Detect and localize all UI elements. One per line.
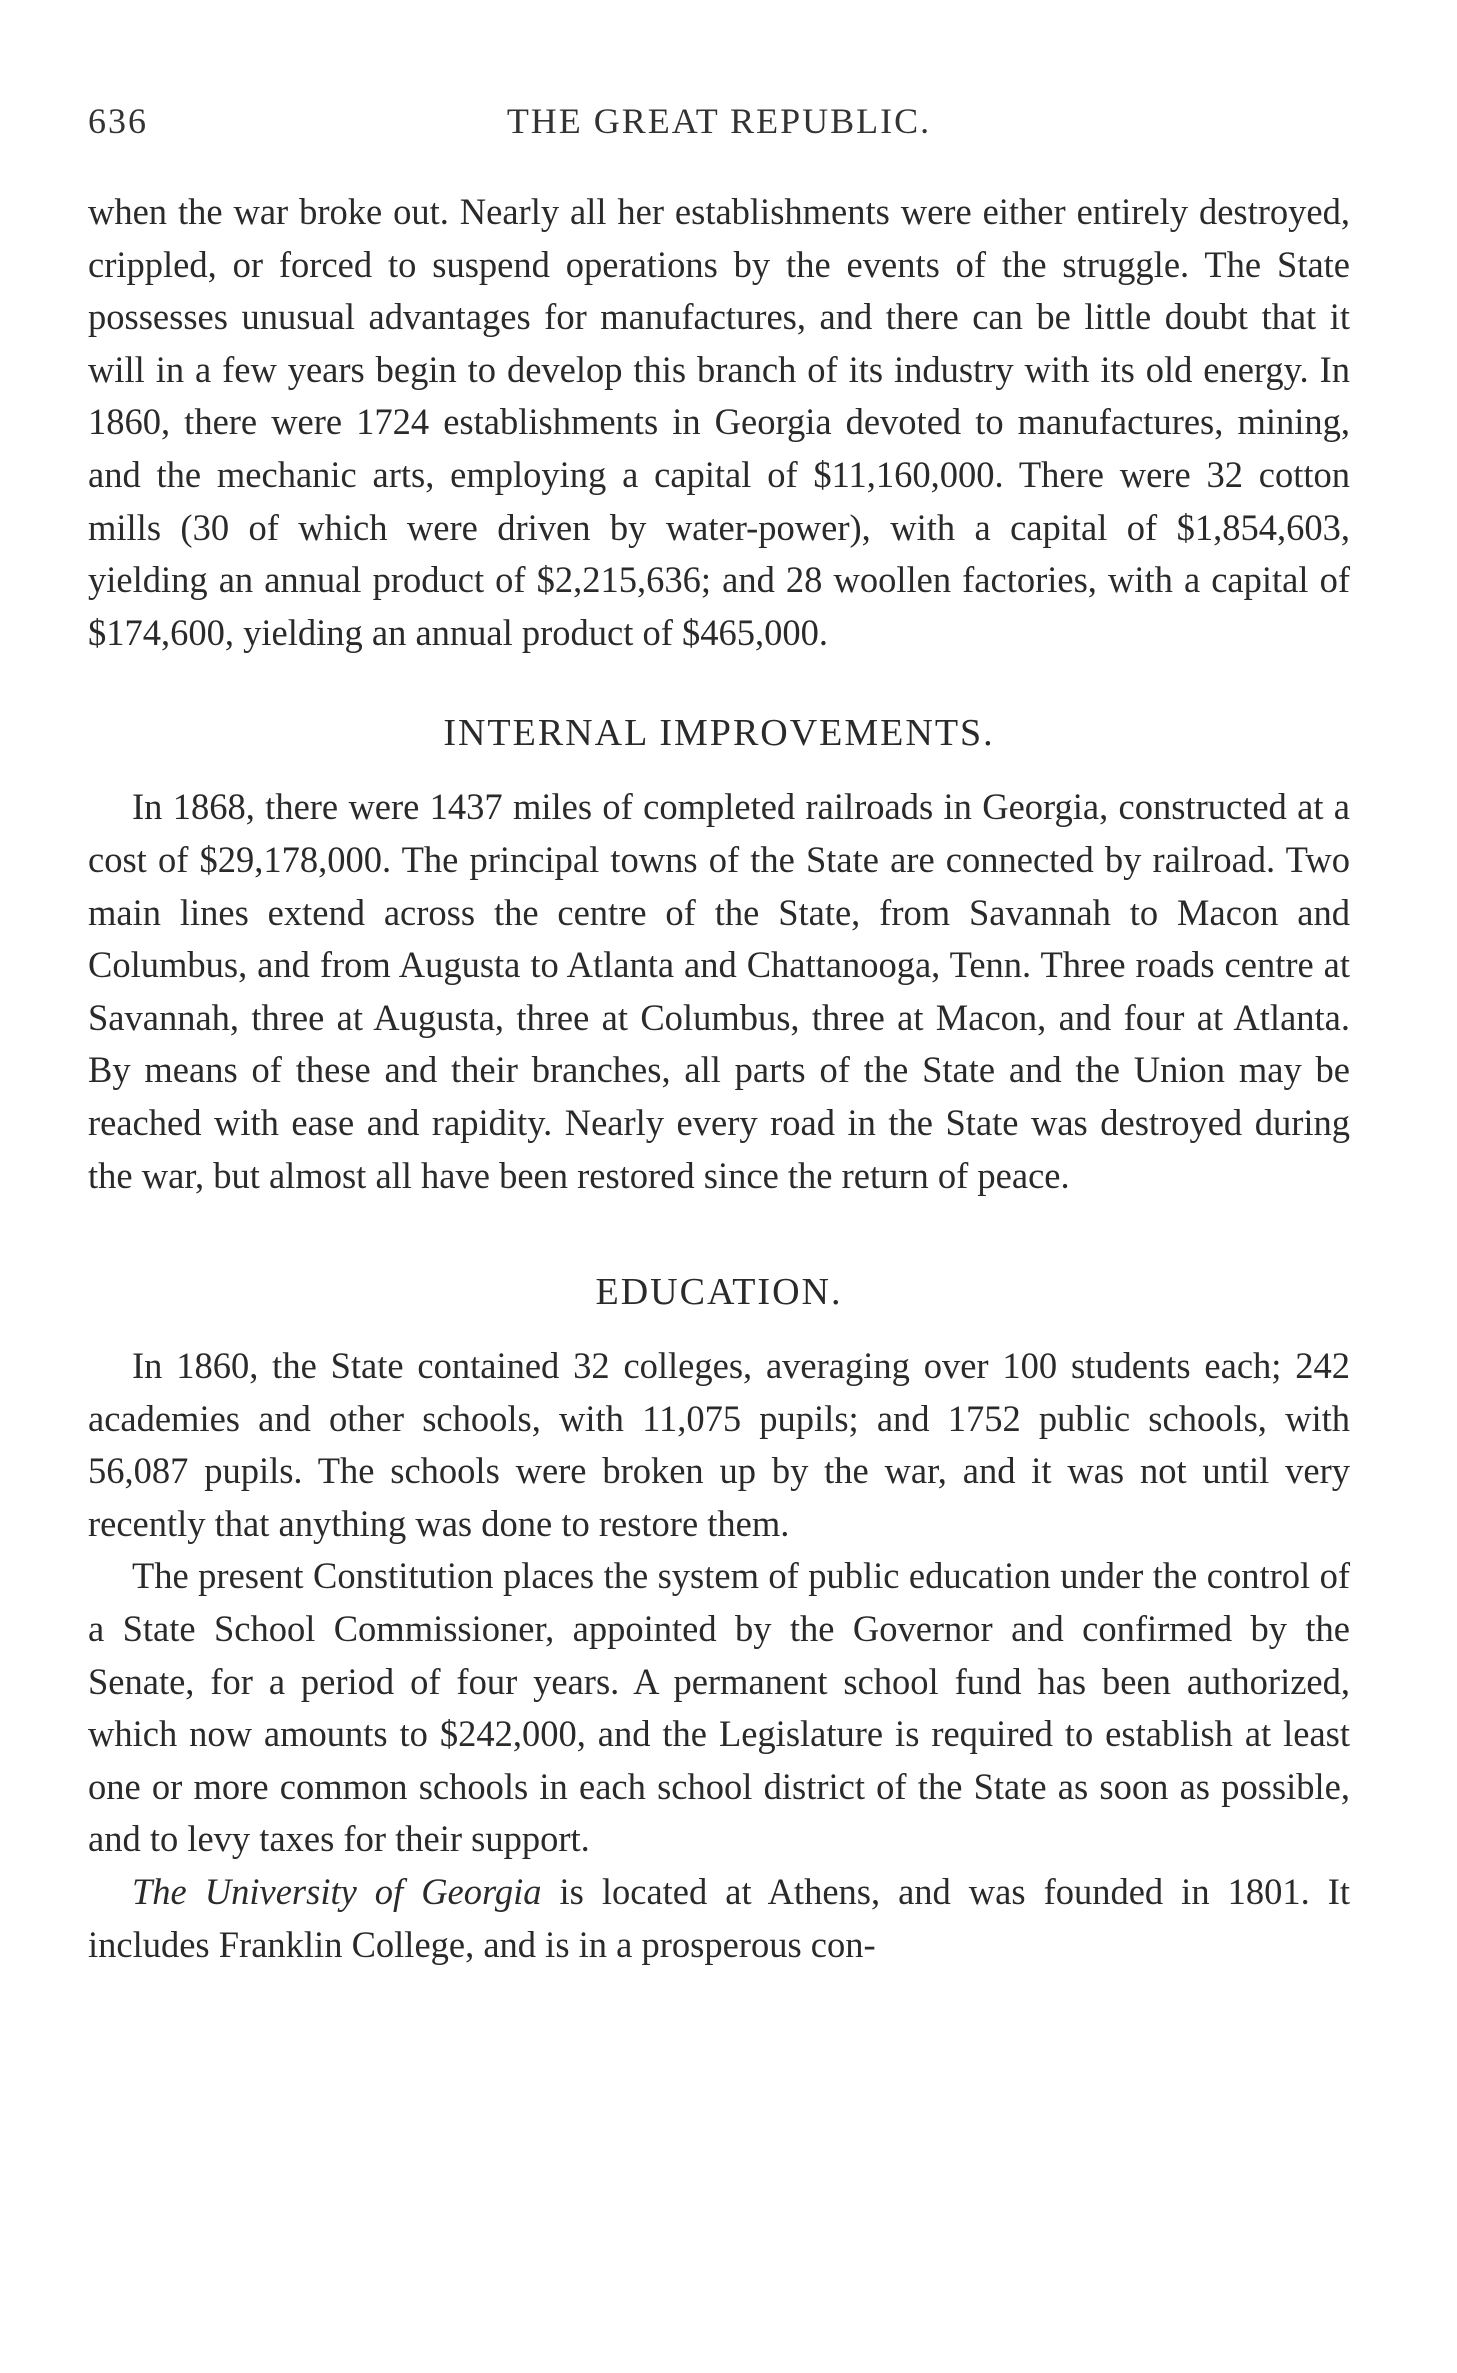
running-head (88, 100, 1350, 150)
university-name: The University of Georgia (132, 1871, 542, 1913)
internal-improvements-paragraph: In 1868, there were 1437 miles of completed railroads in Georgia, constructed at a cost of $29,178,000. The principal towns of the State are connected by railroad. Two main lines extend across the centre of the State, from Savannah to Macon and Columbus, and from Augusta to Atlanta and Chattanooga, Tenn. Three roads centre at Savannah, three at Augusta, three at Columbus, three at Macon, and four at Atlanta. By means of these and their branches, all parts of the State and the Union may be reached with ease and rapidity. Nearly every road in the State was destroyed during the war, but almost all have been restored since the return of peace. (88, 786, 1350, 1196)
education-heading: EDUCATION. (595, 1271, 843, 1314)
education-paragraph-2: The present Constitution places the system of public education under the control of a State School Commissioner, appointed by the Governor and confirmed by the Senate, for a period of four years. A permanent school fund has been authorized, which now amounts to $242,000, and the Legislature is required to establish at least one or more common schools in each school district of the State as soon as possible, and to levy taxes for their support. (88, 1555, 1350, 1860)
education-paragraph-1: In 1860, the State contained 32 colleges, averaging over 100 students each; 242 academies and other schools, with 11,075 pupils; and 1752 public schools, with 56,087 pupils. The schools were broken up by the war, and it was not until very recently that anything was done to restore them. (88, 1345, 1350, 1544)
book-title: THE GREAT REPUBLIC. (506, 101, 932, 141)
internal-improvements-heading: INTERNAL IMPROVEMENTS. (443, 712, 995, 755)
education-paragraph-3-text: is located at Athens, and was founded in 1801. It includes Franklin College, and is in a prosperous con- (88, 1871, 1351, 1965)
education-paragraph-3 (88, 1866, 1350, 1971)
body-text (88, 186, 1350, 1971)
book-page (88, 100, 1350, 1971)
intro-paragraph: when the war broke out. Nearly all her establishments were either entirely destroyed, crippled, or forced to suspend operations by the events of the struggle. The State possesses unusual advantages for manufactures, and there can be little doubt that it will in a few years begin to develop this branch of its industry with its old energy. In 1860, there were 1724 establishments in Georgia devoted to manufactures, mining, and the mechanic arts, employing a capital of $11,160,000. There were 32 cotton mills (30 of which were driven by water-power), with a capital of $1,854,603, yielding an annual product of $2,215,636; and 28 woollen factories, with a capital of $174,600, yielding an annual product of $465,000. (88, 191, 1350, 653)
page-number: 636 (88, 101, 148, 141)
